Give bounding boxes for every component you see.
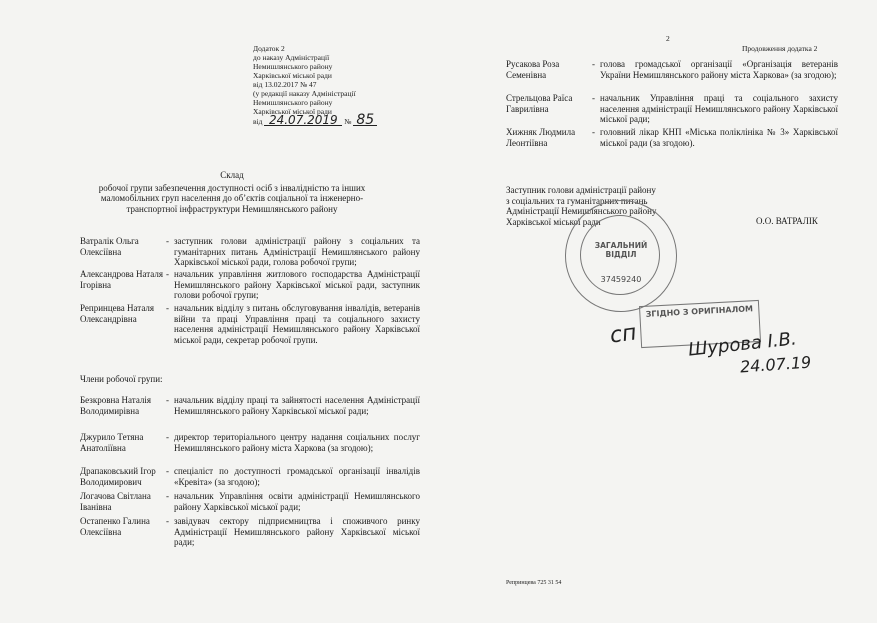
continuation-label: Продовження додатка 2 — [742, 44, 818, 53]
signature-line: Адміністрації Немишлянського району — [506, 206, 657, 217]
person-role: заступник голови адміністрації району з соціальних та гуманітарних питань Адміністрації Немишлянського району Харківської міської ради, голова робочої групи; — [174, 236, 420, 268]
handwritten-number: 85 — [353, 116, 377, 126]
title-line: маломобільних груп населення до об’єктів соціальної та інженерно- — [100, 193, 364, 204]
annex-line: Харківської міської ради — [253, 71, 332, 80]
signature-line: Заступник голови адміністрації району — [506, 185, 656, 195]
person-role: спеціаліст по доступності громадської організації інвалідів «Кревіта» (за згодою); — [174, 466, 420, 487]
person-name: Русакова Роза Семенівна — [506, 59, 560, 80]
person-name: Александрова Наталя Ігорівна — [80, 269, 164, 290]
title-line: транспортної інфраструктури Немишлянського району — [126, 203, 338, 214]
member-row — [506, 127, 838, 148]
leader-row — [80, 236, 420, 268]
handwritten-date-2: 24.07.19 — [739, 352, 812, 377]
member-row — [80, 466, 420, 487]
dash: - — [166, 491, 169, 501]
page-number: 2 — [666, 34, 670, 43]
dash: - — [592, 59, 595, 69]
stamp-text: ЗАГАЛЬНИЙ ВІДДІЛ — [594, 241, 648, 259]
member-row — [80, 432, 420, 453]
annex-line: від 13.02.2017 № 47 — [253, 80, 317, 89]
person-name: Логачова Світлана Іванівна — [80, 491, 151, 512]
signature-line: Харківської міської ради — [506, 216, 601, 227]
title-heading: Склад — [220, 170, 244, 180]
annex-line: (у редакції наказу Адміністрації — [253, 89, 356, 98]
person-name: Хижняк Людмила Леонтіївна — [506, 127, 576, 148]
document-title — [72, 170, 392, 214]
number-prefix: № — [344, 117, 352, 126]
person-role: головний лікар КНП «Міська поліклініка № 3» Харківської міської ради (за згодою). — [600, 127, 838, 148]
dash: - — [166, 303, 169, 313]
annex-line: Немишлянського району — [253, 98, 333, 107]
member-row — [506, 59, 838, 80]
person-role: начальник Управління праці та соціального захисту населення адміністрації Немишлянського району Харківської міської ради; — [600, 93, 838, 125]
copy-stamp-text: ЗГІДНО З ОРИГІНАЛОМ — [645, 304, 754, 319]
handwritten-signature: Шурова І.В. — [687, 328, 798, 361]
signatory-name: О.О. ВАТРАЛІК — [756, 216, 818, 226]
dash: - — [166, 236, 169, 246]
members-label: Члени робочої групи: — [80, 374, 163, 384]
footer-note: Репринцева 725 31 54 — [506, 580, 562, 586]
person-role: голова громадської організації «Організація ветеранів України Немишлянського району міста Харкова» (за згодою); — [600, 59, 838, 80]
leader-row — [80, 303, 420, 345]
person-role: начальник управління житлового господарства Адміністрації Немишлянського району Харківської міської ради, заступник голови робочої групи; — [174, 269, 420, 301]
person-name: Драпаковський Ігор Володимирович — [80, 466, 156, 487]
handwritten-signature-mark: сп — [608, 320, 639, 349]
title-line: робочої групи забезпечення доступності осіб з інвалідністю та інших — [98, 182, 366, 193]
person-role: начальник відділу праці та зайнятості населення Адміністрації Немишлянського району Харківської міської ради; — [174, 395, 420, 416]
dash: - — [166, 395, 169, 405]
member-row — [80, 516, 420, 548]
dash: - — [166, 432, 169, 442]
dash: - — [592, 127, 595, 137]
person-name: Ватралік Ольга Олексіївна — [80, 236, 139, 257]
person-name: Джурило Тетяна Анатоліївна — [80, 432, 144, 453]
dash: - — [592, 93, 595, 103]
person-role: завідувач сектору підприємництва і споживчого ринку Адміністрації Немишлянського району Харківської міської ради; — [174, 516, 420, 548]
round-stamp — [565, 200, 677, 312]
person-name: Остапенко Галина Олексіївна — [80, 516, 150, 537]
dash: - — [166, 269, 169, 279]
person-name: Стрельцова Раїса Гаврилівна — [506, 93, 573, 114]
stamp-code: 37459240 — [600, 275, 642, 284]
member-row — [506, 93, 838, 125]
annex-line: Харківської міської ради — [253, 107, 332, 116]
member-row — [80, 491, 420, 512]
handwritten-date: 24.07.2019 — [264, 116, 342, 126]
annex-date-line — [253, 112, 403, 128]
annex-line: Немишлянського району — [253, 62, 333, 71]
person-name: Безкровна Наталія Володимирівна — [80, 395, 152, 416]
date-prefix: від — [253, 117, 263, 126]
annex-line: Додаток 2 — [253, 44, 285, 53]
person-role: начальник відділу з питань обслуговування інвалідів, ветеранів війни та праці Управління праці та соціального захисту населення адміністрації Немишлянського району Харківської міської ради, секретар робочої групи. — [174, 303, 420, 345]
person-role: начальник Управління освіти адміністрації Немишлянського району Харківської міської ради; — [174, 491, 420, 512]
annex-block — [253, 44, 403, 126]
signature-line: з соціальних та гуманітарних питань — [506, 195, 648, 206]
annex-line: до наказу Адміністрації — [253, 53, 330, 62]
member-row — [80, 395, 420, 416]
leader-row — [80, 269, 420, 301]
dash: - — [166, 516, 169, 526]
person-name: Репринцева Наталя Олександрівна — [80, 303, 155, 324]
dash: - — [166, 466, 169, 476]
person-role: директор територіального центру надання соціальних послуг Немишлянського району міста Харкова (за згодою); — [174, 432, 420, 453]
